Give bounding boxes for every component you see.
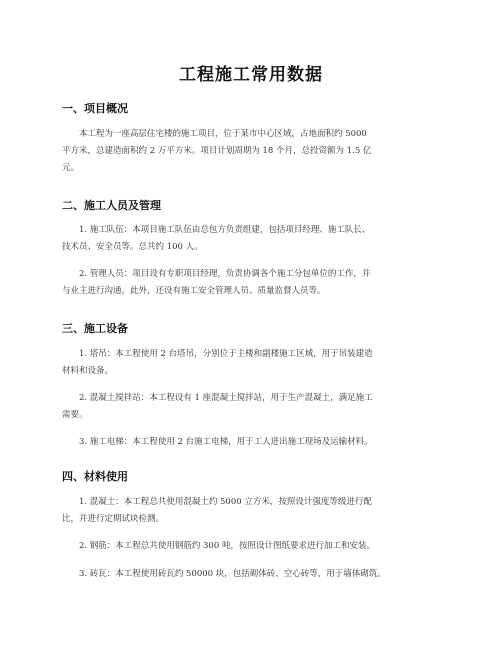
paragraph-line: 技术员、安全员等。总共约 100 人。: [62, 242, 203, 252]
paragraph-concrete: [62, 494, 442, 528]
paragraph-construction-elevator: [62, 434, 442, 451]
paragraph-line: 1. 塔吊：本工程使用 2 台塔吊，分别位于主楼和副楼施工区域，用于吊装建造: [79, 349, 373, 359]
section-heading-personnel: 二、施工人员及管理: [62, 199, 161, 212]
section-heading-materials: 四、材料使用: [62, 470, 128, 483]
paragraph-tower-crane: [62, 346, 442, 380]
paragraph-line: 比，并进行定期试块检测。: [62, 514, 165, 524]
paragraph-line: 材料和设备。: [62, 366, 114, 376]
paragraph-line: 3. 施工电梯：本工程使用 2 台施工电梯，用于工人进出施工现场及运输材料。: [79, 437, 373, 447]
paragraph-line: 平方米，总建造面积约 2 万平方米。项目计划周期为 18 个月，总投资额为 1.5 亿: [62, 146, 372, 156]
paragraph-line: 2. 混凝土搅拌站：本工程设有 1 座混凝土搅拌站，用于生产混凝土，满足施工: [79, 393, 373, 403]
paragraph-construction-team: [62, 222, 442, 256]
paragraph-line: 需要。: [62, 410, 88, 420]
paragraph-management-staff: [62, 266, 442, 300]
paragraph-bricks: [62, 566, 442, 583]
paragraph-line: 2. 钢筋：本工程总共使用钢筋约 300 吨，按照设计图纸要求进行加工和安装。: [79, 541, 375, 551]
paragraph-line: 2. 管理人员：项目设有专职项目经理，负责协调各个施工分包单位的工作，并: [79, 269, 371, 279]
document-title: 工程施工常用数据: [179, 65, 323, 85]
paragraph-line: 元。: [62, 163, 80, 173]
section-heading-overview: 一、项目概况: [62, 102, 128, 115]
paragraph-line: 1. 施工队伍：本项目施工队伍由总包方负责组建，包括项目经理、施工队长、: [79, 225, 371, 235]
paragraph-line: 1. 混凝土：本工程总共使用混凝土约 5000 立方米，按照设计强度等级进行配: [79, 497, 372, 507]
paragraph-concrete-plant: [62, 390, 442, 424]
section-heading-equipment: 三、施工设备: [62, 322, 128, 335]
paragraph-line: 3. 砖瓦：本工程使用砖瓦约 50000 块，包括砌体砖、空心砖等，用于墙体砌筑。: [79, 569, 386, 579]
paragraph-line: 本工程为一座高层住宅楼的施工项目，位于某市中心区域，占地面积约 5000: [79, 129, 367, 139]
paragraph-rebar: [62, 538, 442, 555]
paragraph-overview: [62, 126, 442, 177]
paragraph-line: 与业主进行沟通。此外，还设有施工安全管理人员、质量监督人员等。: [62, 286, 326, 296]
